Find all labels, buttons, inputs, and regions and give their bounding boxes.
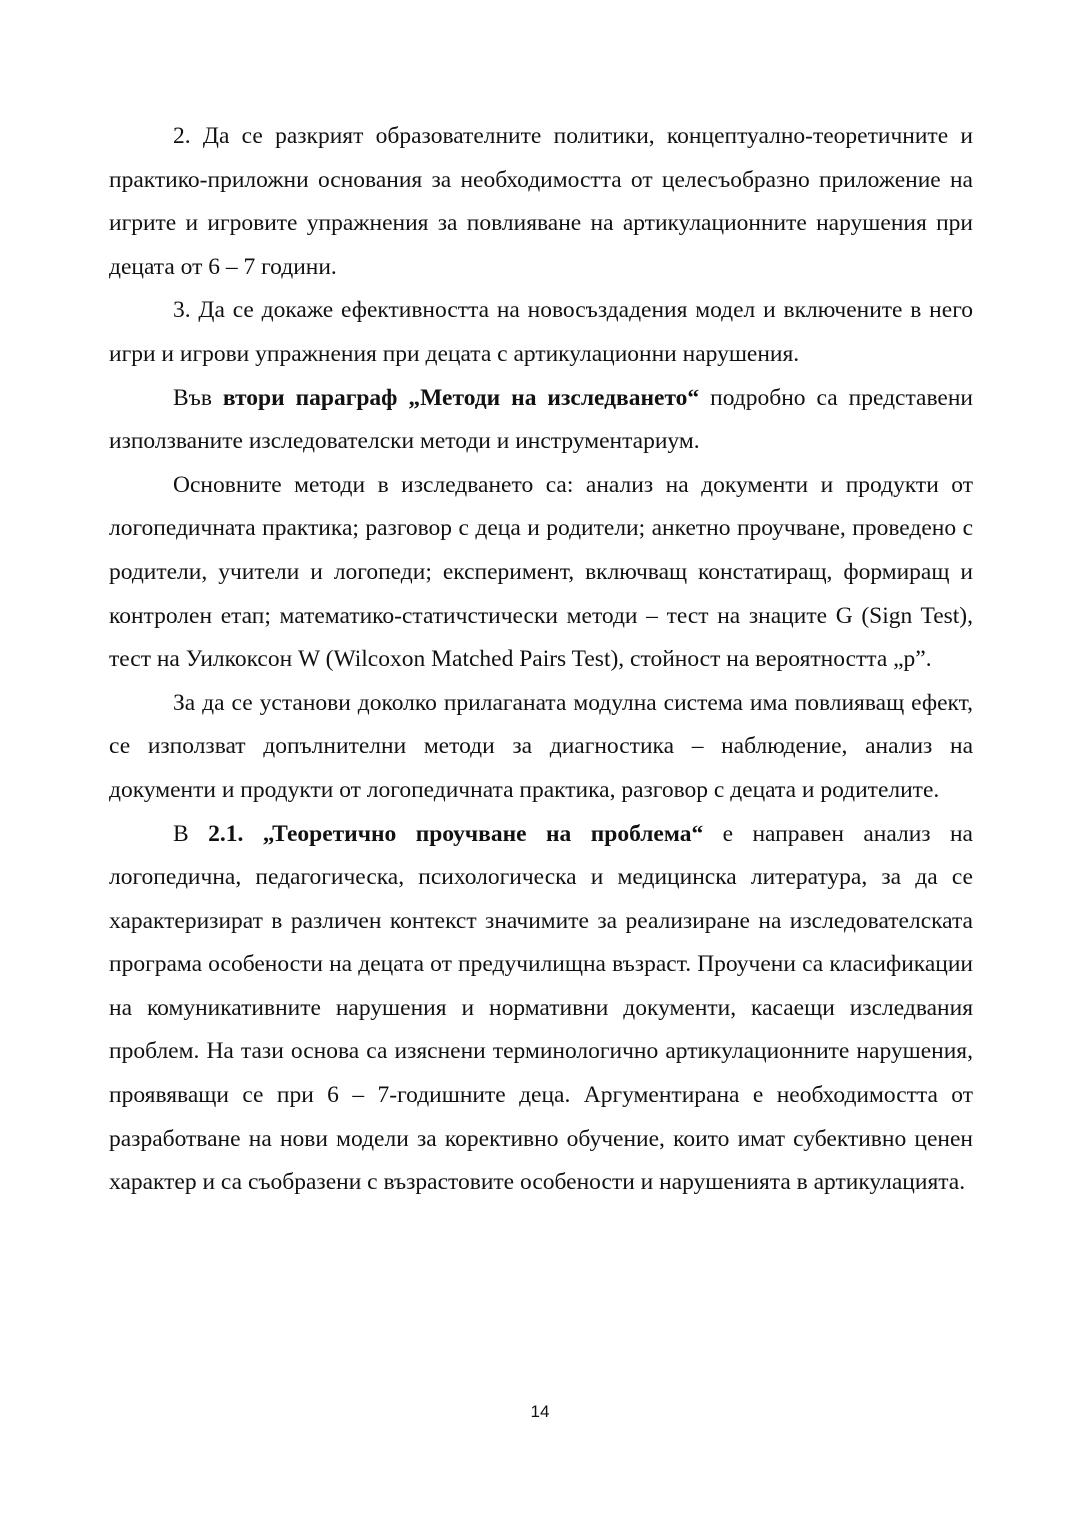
paragraph: [109, 813, 973, 1205]
bold-heading-reference: 2.1. „Теоретично проучване на проблема“: [208, 820, 704, 847]
paragraph-text: е направен анализ на логопедична, педагогическа, психологическа и медицинска литература, за да се характеризират в различен контекст значимите за реализиране на изследователската програма особености на децата от предучилищна възраст. Проучени са класификации на комуникативните нарушения и нормативни документи, касаещи изследвания проблем. На тази основа са изяснени терминологично артикулационните нарушения, проявяващи се при 6 – 7-годишните деца. Аргументирана е необходимостта от разработване на нови модели за корективно обучение, които имат субективно ценен характер и са съобразени с възрастовите особености и нарушенията в артикулацията.: [109, 820, 973, 1196]
paragraph-text: За да се установи доколко прилаганата модулна система има повлияващ ефект, се използват допълнителни методи за диагностика – наблюдение, анализ на документи и продукти от логопедичната практика, разговор с децата и родителите.: [109, 689, 973, 803]
paragraph: [109, 464, 973, 682]
paragraph: [109, 377, 973, 464]
paragraph-text: В: [173, 820, 209, 847]
body-text: [109, 115, 973, 1205]
paragraph-text: подробно са представени използваните изследователски методи и инструментариум.: [109, 384, 974, 455]
paragraph-text: 3. Да се докаже ефективността на новосъздадения модел и включените в него игри и игрови упражнения при децата с артикулационни нарушения.: [109, 297, 973, 367]
paragraph: [109, 682, 973, 813]
paragraph-text: Основните методи в изследването са: анализ на документи и продукти от логопедичната практика; разговор с деца и родители; анкетно проучване, проведено с родители, учители и логопеди; експеримент, включващ констатиращ, формиращ и контролен етап; математико-статичстически методи – тест на знаците G (Sign Test), тест на Уилкоксон W (Wilcoxon Matched Pairs Test), стойност на вероятността „p”.: [109, 471, 973, 673]
bold-heading-reference: втори параграф „Методи на изследването“: [222, 384, 700, 411]
paragraph-text: Във: [173, 384, 223, 411]
paragraph: [109, 115, 973, 289]
paragraph-text: 2. Да се разкрият образователните политики, концептуално-теоретичните и практико-приложни основания за необходимостта от целесъобразно приложение на игрите и игровите упражнения за повлияване на артикулационните нарушения при децата от 6 – 7 години.: [109, 123, 973, 280]
page-number: 14: [530, 1402, 550, 1421]
paragraph: [109, 289, 973, 376]
